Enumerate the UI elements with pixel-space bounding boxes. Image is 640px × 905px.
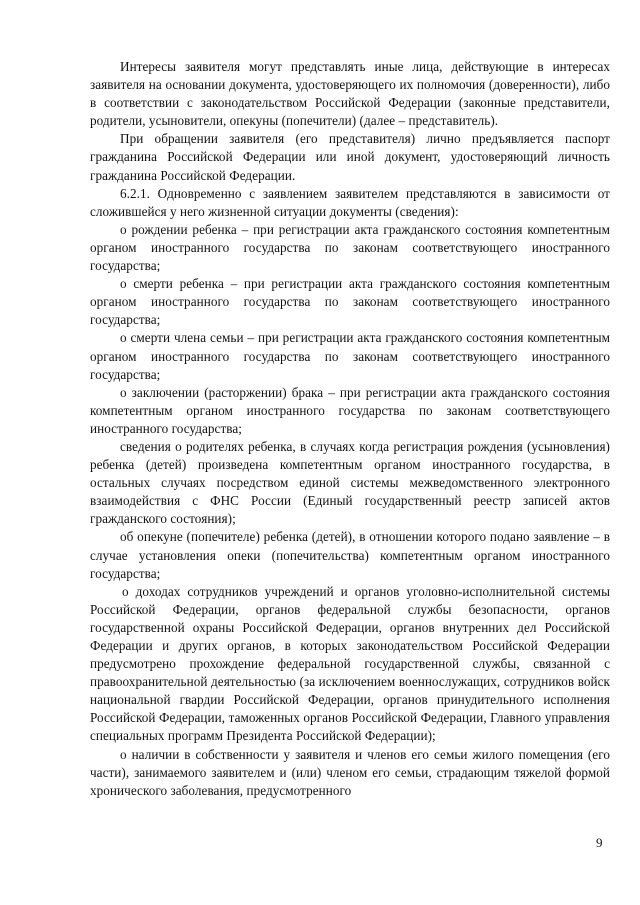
paragraph-housing: о наличии в собственности у заявителя и членов его семьи жилого помещения (его части), занимаемого заявителем и (или) членом его семьи, страдающим тяжелой формой хронического заболевания, предусмотренного <box>90 746 610 798</box>
paragraph-representatives: Интересы заявителя могут представлять иные лица, действующие в интересах заявителя на основании документа, удостоверяющего их полномочия (доверенности), либо в соответствии с законодательством Российской Федерации (законные представители, родители, усыновители, опекуны (попечители) (далее – представитель). <box>90 59 610 129</box>
paragraph-family-member-death: о смерти члена семьи – при регистрации акта гражданского состояния компетентным органом иностранного государства по законам соответствующего иностранного государства; <box>90 330 610 382</box>
paragraph-6-2-1: 6.2.1. Одновременно с заявлением заявителем представляются в зависимости от сложившейся у него жизненной ситуации документы (сведения): <box>90 185 610 219</box>
paragraph-passport: При обращении заявителя (его представителя) лично предъявляется паспорт гражданина Российской Федерации или иной документ, удостоверяющий личность гражданина Российской Федерации. <box>90 131 610 183</box>
paragraph-child-death: о смерти ребенка – при регистрации акта гражданского состояния компетентным органом иностранного государства по законам соответствующего иностранного государства; <box>90 276 610 328</box>
paragraph-marriage: о заключении (расторжении) брака – при регистрации акта гражданского состояния компетентным органом иностранного государства по законам соответствующего иностранного государства; <box>90 384 610 436</box>
paragraph-parents-info: сведения о родителях ребенка, в случаях когда регистрация рождения (усыновления) ребенка (детей) произведена компетентным органом иностранного государства, в остальных случаях посредством единой системы межведомственного электронного взаимодействия с ФНС России (Единый государственный реестр записей актов гражданского состояния); <box>90 438 610 527</box>
paragraph-child-birth: о рождении ребенка – при регистрации акта гражданского состояния компетентным органом иностранного государства по законам соответствующего иностранного государства; <box>90 221 610 274</box>
document-page <box>90 58 610 800</box>
paragraph-guardian: об опекуне (попечителе) ребенка (детей), в отношении которого подано заявление – в случае установления опеки (попечительства) компетентным органом иностранного государства; <box>90 529 610 581</box>
paragraph-employee-income: о доходах сотрудников учреждений и органов уголовно-исполнительной системы Российской Федерации, органов федеральной службы безопасности, органов государственной охраны Российской Федерации, органов внутренних дел Российской Федерации и других органов, в которых законодательством Российской Федерации предусмотрено прохождение федеральной государственной службы, связанной с правоохранительной деятельностью (за исключением военнослужащих, сотрудников войск национальной гвардии Российской Федерации, органов принудительного исполнения Российской Федерации, таможенных органов Российской Федерации, Главного управления специальных программ Президента Российской Федерации); <box>90 583 610 744</box>
page-number: 9 <box>596 835 603 850</box>
